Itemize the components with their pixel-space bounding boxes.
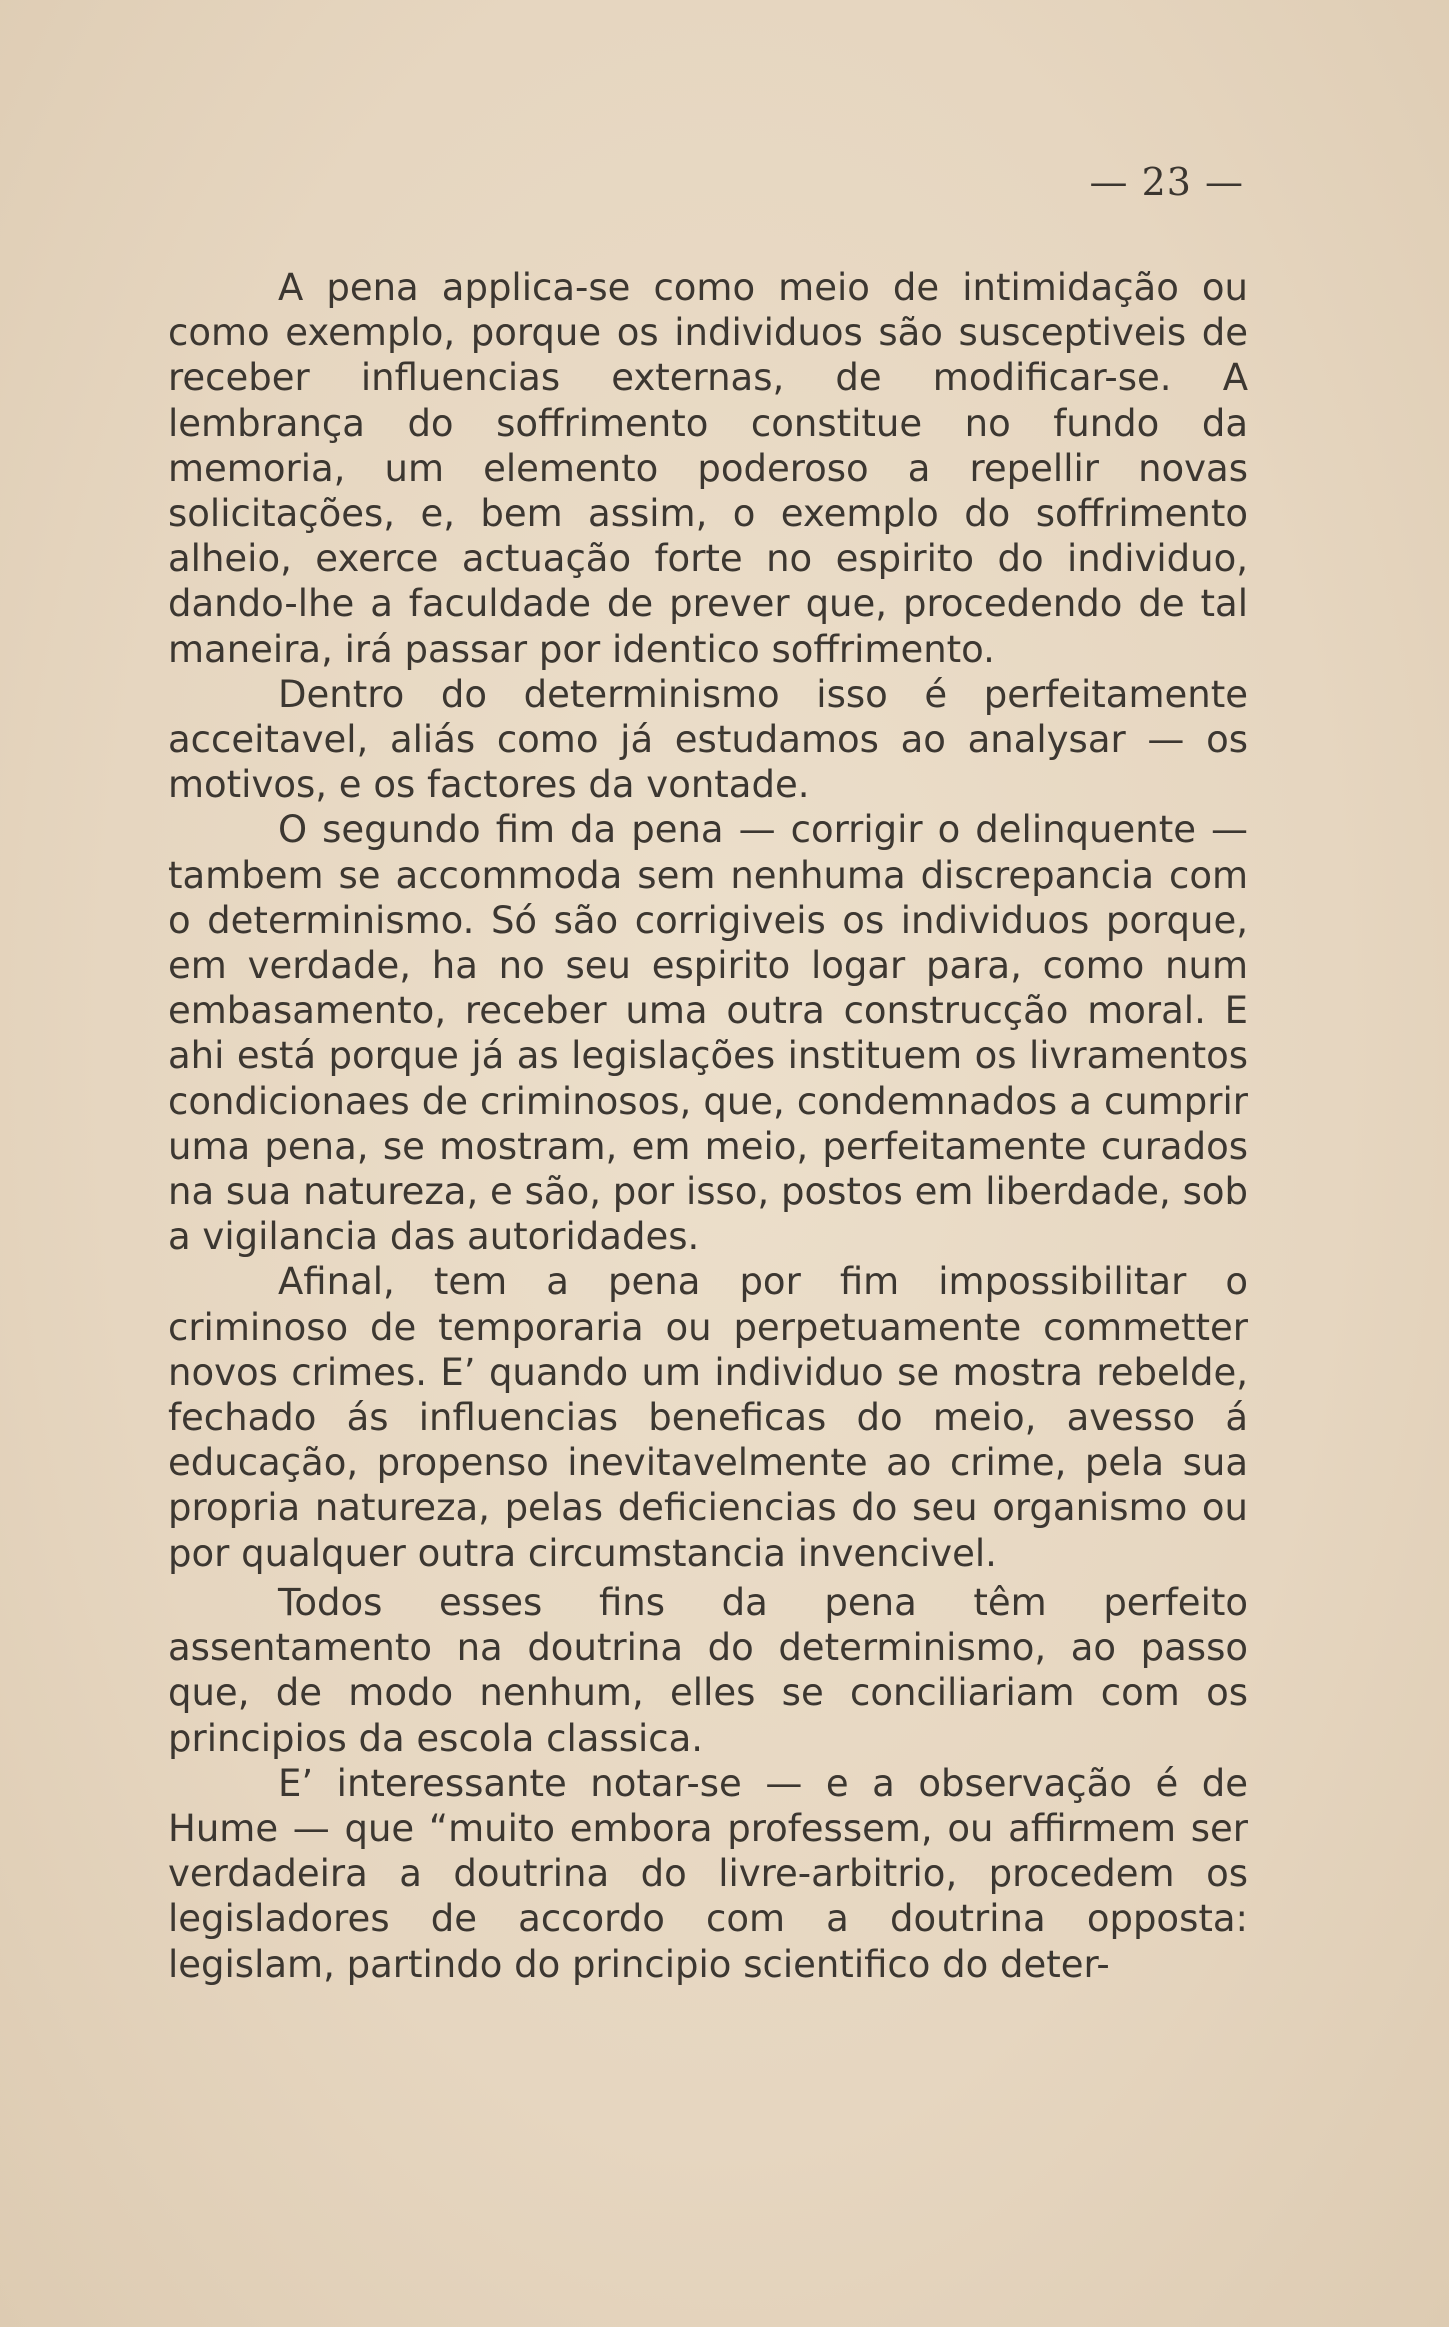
paragraph-3: O segundo fim da pena — corrigir o delinquente — tambem se accommoda sem nenhuma discrepancia com o determinismo. Só são corrigiveis os individuos porque, em verdade, ha no seu espirito logar para, como num embasamento, receber uma outra construcção moral. E ahi está porque já as legislações instituem os livramentos condicionaes de criminosos, que, condemnados a cumprir uma pena, se mostram, em meio, perfeitamente curados na sua natureza, e são, por isso, postos em liberdade, sob a vigilancia das autoridades.: [168, 808, 1248, 1259]
body-text: [168, 265, 1248, 1987]
paragraph-1: A pena applica-se como meio de intimidação ou como exemplo, porque os individuos são susceptiveis de receber influencias externas, de modificar-se. A lembrança do soffrimento constitue no fundo da memoria, um elemento poderoso a repellir novas solicitações, e, bem assim, o exemplo do soffrimento alheio, exerce actuação forte no espirito do individuo, dando-lhe a faculdade de prever que, procedendo de tal maneira, irá passar por identico soffrimento.: [168, 266, 1248, 671]
paragraph-2: Dentro do determinismo isso é perfeitamente acceitavel, aliás como já estudamos ao analysar — os motivos, e os factores da vontade.: [168, 672, 1248, 807]
paragraph-4: Afinal, tem a pena por fim impossibilitar o criminoso de temporaria ou perpetuamente commetter novos crimes. E’ quando um individuo se mostra rebelde, fechado ás influencias beneficas do meio, avesso á educação, propenso inevitavelmente ao crime, pela sua propria natureza, pelas deficiencias do seu organismo ou por qualquer outra circumstancia invencivel.: [168, 1260, 1248, 1575]
paragraph-5: Todos esses fins da pena têm perfeito assentamento na doutrina do determinismo, ao passo que, de modo nenhum, elles se conciliariam com os principios da escola classica.: [168, 1580, 1248, 1760]
page-number: — 23 —: [1089, 160, 1244, 204]
paragraph-6: E’ interessante notar-se — e a observação é de Hume — que “muito embora professem, ou affirmem ser verdadeira a doutrina do livre-arbitrio, procedem os legisladores de accordo com a doutrina opposta: legislam, partindo do principio scientifico do deter-: [168, 1761, 1248, 1986]
